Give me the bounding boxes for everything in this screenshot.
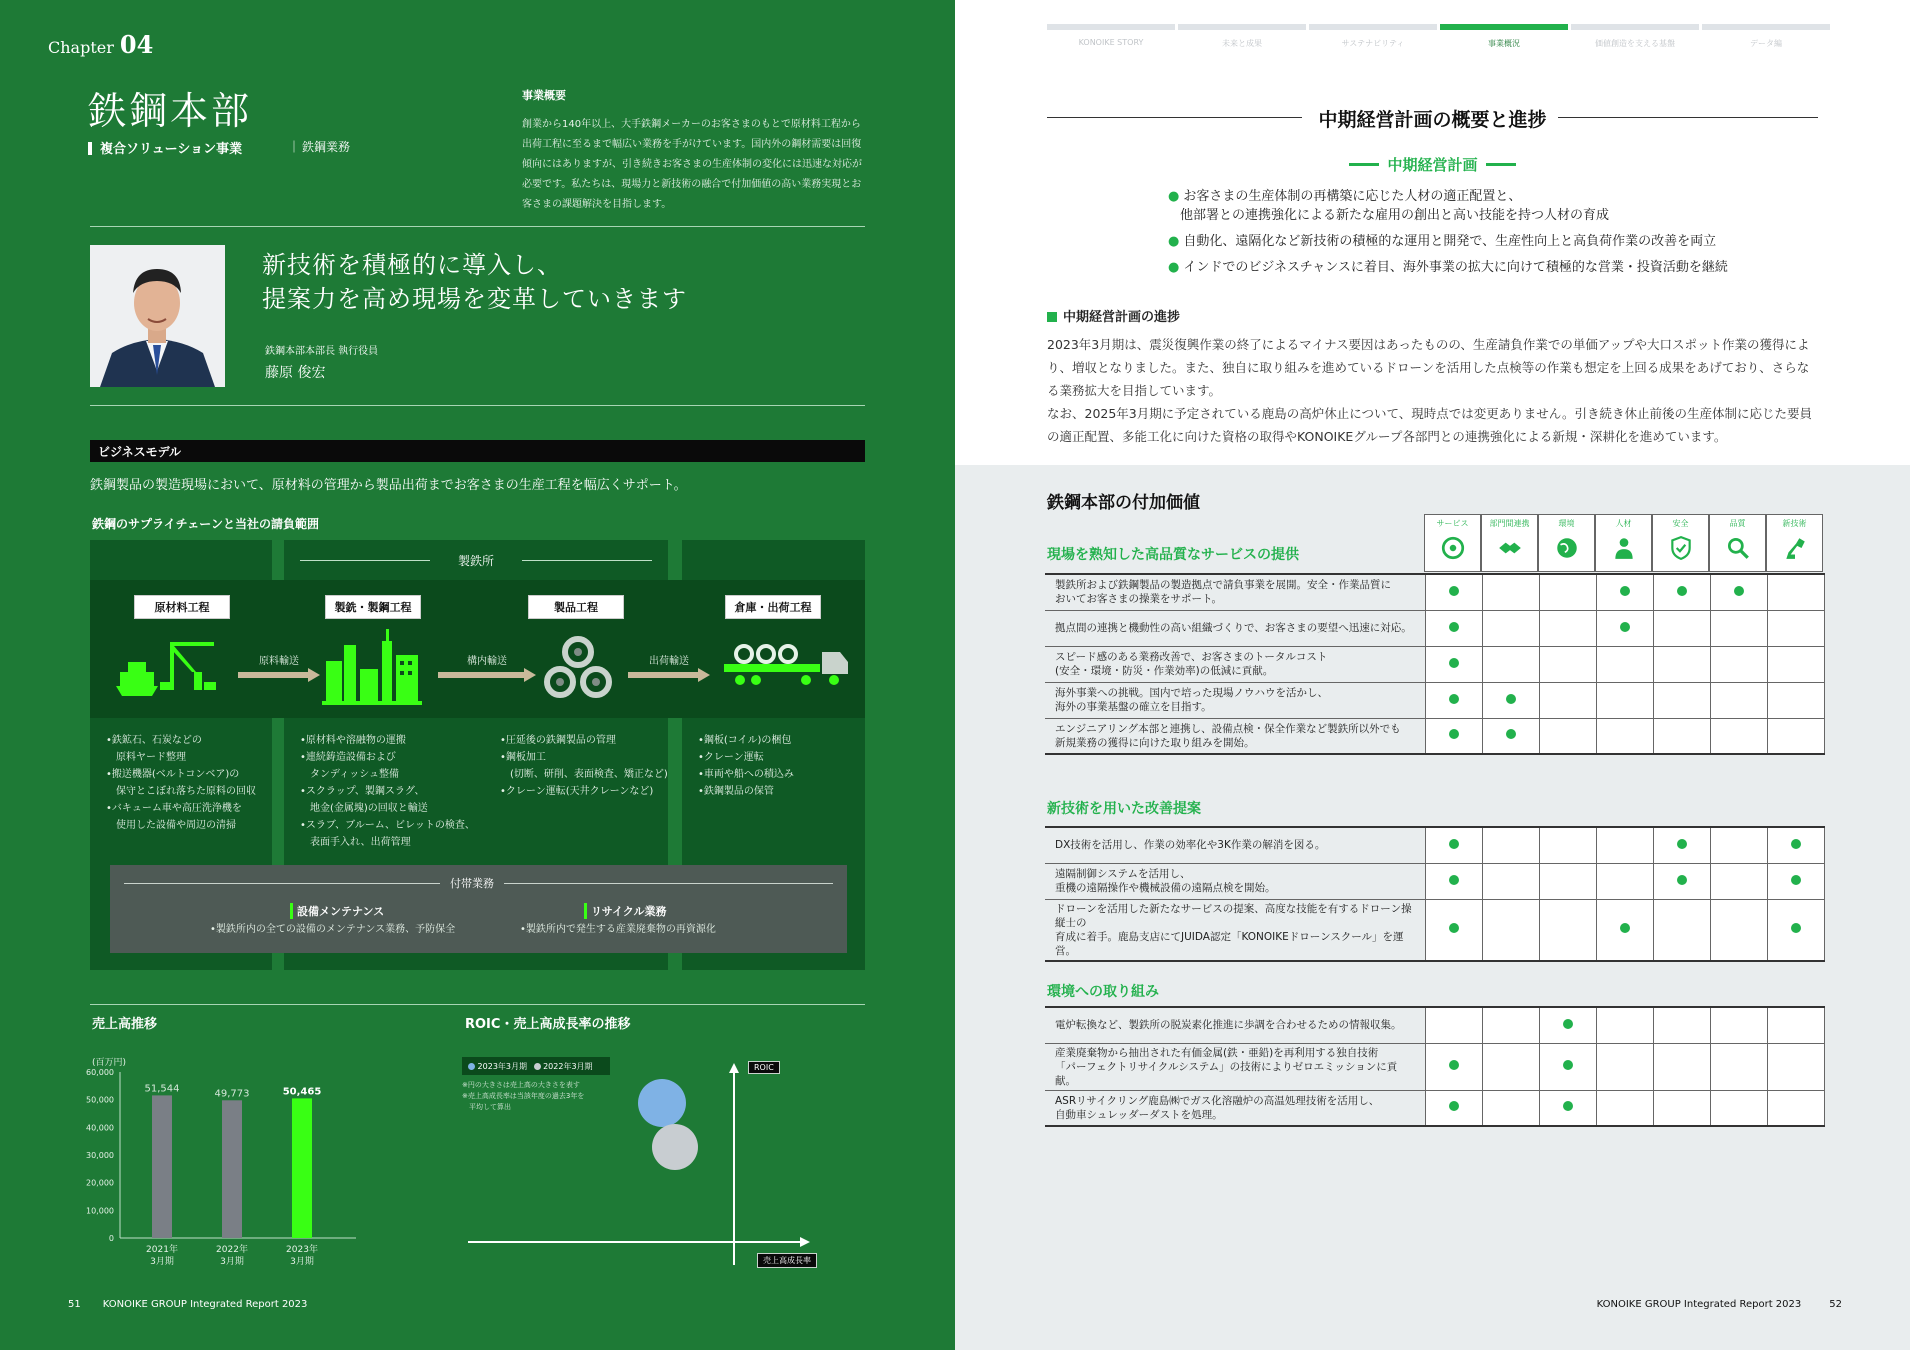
value-column-label: 品質: [1729, 519, 1746, 528]
sales-y-tick: 50,000: [86, 1095, 114, 1105]
matrix-cell: [1596, 1090, 1653, 1126]
sales-y-tick: 20,000: [86, 1178, 114, 1188]
footer-right: KONOIKE GROUP Integrated Report 2023 52: [1596, 1299, 1842, 1310]
matrix-cell: [1653, 1043, 1710, 1090]
divider: [1558, 117, 1818, 118]
plan-bullet-2: ● 自動化、遠隔化など新技術の積極的な運用と開発で、生産性向上と高負荷作業の改善を両立: [1168, 234, 1717, 249]
check-dot-icon: [1563, 1101, 1573, 1111]
sales-y-tick: 0: [108, 1234, 114, 1243]
matrix-row-line: 電炉転換など、製鉄所の脱炭素化推進に歩調を合わせるための情報収集。: [1055, 1019, 1402, 1032]
matrix-row-line: 重機の遠隔操作や機械設備の遠隔点検を開始。: [1055, 882, 1276, 894]
sales-bar: [222, 1100, 242, 1238]
matrix-cell: [1710, 899, 1767, 961]
check-dot-icon: [1449, 923, 1459, 933]
matrix-cell: [1653, 682, 1710, 718]
divider: [90, 1004, 865, 1005]
matrix-row: [1045, 1090, 1824, 1126]
matrix-cell: [1596, 1007, 1653, 1043]
matrix-row-line: 育成に着手。鹿島支店にてJUIDA認定「KONOIKEドローンスクール」を運営。: [1055, 930, 1404, 957]
matrix-row-text: [1045, 1007, 1425, 1043]
transport-arrow-shipping: 出荷輸送: [628, 652, 710, 686]
matrix-row-line: 自動車シュレッダーダストを処理。: [1055, 1108, 1223, 1121]
matrix-row-line: エンジニアリング本部と連携し、設備点検・保全作業など製鉄所以外でも: [1055, 722, 1401, 735]
steelworks-header: 製鉄所: [300, 552, 652, 568]
matrix-cell: [1653, 610, 1710, 646]
chapter-label: Chapter 04: [48, 30, 154, 59]
check-dot-icon: [1677, 875, 1687, 885]
nav-tab-bar: [1440, 24, 1568, 30]
stage-bullets-shipping: •鋼板(コイル)の梱包 •クレーン運転 •車両や船への積込み •鉄鋼製品の保管: [698, 735, 794, 797]
matrix-cell: [1482, 1007, 1539, 1043]
sales-value-label: 51,544: [144, 1083, 180, 1095]
matrix-cell: [1596, 863, 1653, 899]
sales-y-tick: 30,000: [86, 1151, 114, 1160]
value-column-header: [1481, 514, 1538, 572]
sales-bar: [152, 1095, 172, 1238]
matrix-cell: [1767, 610, 1824, 646]
matrix-row-text: [1045, 1043, 1425, 1090]
matrix-row-line: 海外の事業基盤の確立を目指す。: [1055, 701, 1212, 713]
overview-text: 創業から140年以上、大手鉄鋼メーカーのお客さまのもとで原材料工程から出荷工程に至るまで幅広い業務を手がけています。国内外の鋼材需要は回復傾向にはありますが、引き続きお客さまの生産体制の変化には迅速な対応が必要です。私たちは、現場力と新技術の融合で付加価値の高い業務実現とお客さまの課題解決を目指します。: [522, 119, 862, 210]
matrix-cell: [1767, 718, 1824, 754]
matrix-cell: [1482, 718, 1539, 754]
matrix-cell: [1539, 863, 1596, 899]
stage-bullets-product: •圧延後の鉄鋼製品の管理 •鋼板加工 (切断、研削、表面検査、矯正など) •クレーン運転(天井クレーンなど): [500, 735, 668, 797]
progress-text: 2023年3月期は、震災復興作業の終了によるマイナス要因はあったものの、生産請負作業での単価アップや大口スポット作業の獲得により、増収となりました。また、独自に取り組みを進めているドローンを活用した点検等の作業も想定を上回る成果をあげており、さらなる業務拡大を目指しています。 なお、2025年3月期に予定されている鹿島の高炉休止について、現時点では変更ありません。引き続き休止前後の生産体制に応じた要員の適正配置、多能工化に向けた資格の取得やKONOIKEグループ各部門との連携強化による新規・深耕化を進めています。: [1047, 337, 1813, 444]
matrix-cell: [1425, 1007, 1482, 1043]
overview-title: 事業概要: [522, 89, 566, 102]
stage-label-shipping: 倉庫・出荷工程: [725, 595, 821, 619]
matrix-cell: [1539, 610, 1596, 646]
check-dot-icon: [1449, 622, 1459, 632]
page-title: 鉄鋼本部: [88, 89, 253, 133]
matrix-cell: [1539, 899, 1596, 961]
matrix-cell: [1539, 718, 1596, 754]
matrix-row: [1045, 610, 1824, 646]
nav-tab-label: 価値創造を支える基盤: [1595, 39, 1675, 48]
check-dot-icon: [1449, 1101, 1459, 1111]
right-page: [955, 0, 1910, 1350]
divider: [90, 226, 865, 227]
check-dot-icon: [1791, 839, 1801, 849]
check-dot-icon: [1449, 658, 1459, 668]
stage-label-ironmaking: 製銑・製鋼工程: [325, 595, 421, 619]
nav-tab-bar: [1309, 24, 1437, 30]
matrix-cell: [1596, 1043, 1653, 1090]
matrix-cell: [1710, 827, 1767, 863]
matrix-row: [1045, 1007, 1824, 1043]
matrix-cell: [1425, 863, 1482, 899]
nav-tab-bar: [1702, 24, 1830, 30]
matrix-row: [1045, 863, 1824, 899]
matrix-cell: [1710, 1090, 1767, 1126]
check-dot-icon: [1449, 694, 1459, 704]
check-dot-icon: [1449, 1060, 1459, 1070]
matrix-row-line: スピード感のある業務改善で、お客さまのトータルコスト: [1055, 651, 1328, 663]
nav-tab-3[interactable]: [1309, 24, 1437, 54]
matrix-row-line: 拠点間の連携と機動性の高い組織づくりで、お客さまの要望へ迅速に対応。: [1055, 622, 1412, 634]
matrix-cell: [1767, 646, 1824, 682]
matrix-row: [1045, 646, 1824, 682]
bubble-2023: [638, 1079, 686, 1127]
section-subtitle: 複合ソリューション事業: [88, 138, 242, 157]
matrix-cell: [1425, 682, 1482, 718]
matrix-row-line: 製鉄所および鉄鋼製品の製造拠点で請負事業を展開。安全・作業品質に: [1055, 579, 1391, 592]
nav-tab-label: サステナビリティ: [1341, 39, 1405, 48]
sales-category-label: 3月期: [220, 1257, 244, 1267]
matrix-row-line: 遠隔制御システムを活用し、: [1055, 868, 1191, 880]
matrix-cell: [1596, 899, 1653, 961]
magnifier-icon: [1725, 546, 1751, 565]
nav-tab-5[interactable]: [1571, 24, 1699, 54]
sales-category-label: 2021年: [146, 1245, 178, 1255]
matrix-cell: [1539, 827, 1596, 863]
port-crane-icon: [110, 632, 230, 704]
matrix-row-line: ドローンを活用した新たなサービスの提案、高度な技能を有するドローン操縦士の: [1055, 902, 1412, 929]
check-dot-icon: [1563, 1019, 1573, 1029]
matrix-cell: [1653, 1090, 1710, 1126]
check-dot-icon: [1506, 694, 1516, 704]
value-column-header: [1766, 514, 1823, 572]
plan-subtitle: 中期経営計画: [955, 154, 1910, 175]
check-dot-icon: [1791, 923, 1801, 933]
matrix-cell: [1710, 718, 1767, 754]
roic-x-label: 売上高成長率: [757, 1253, 817, 1268]
check-dot-icon: [1449, 839, 1459, 849]
matrix-row-text: [1045, 682, 1425, 718]
value-column-header: [1424, 514, 1481, 572]
value-column-label: 人材: [1615, 519, 1632, 528]
matrix-row-line: おいてお客さまの操業をサポート。: [1055, 593, 1223, 606]
matrix-cell: [1482, 610, 1539, 646]
section-title-tech: 新技術を用いた改善提案: [1047, 801, 1201, 817]
sales-value-label: 49,773: [214, 1088, 250, 1100]
executive-name: 藤原 俊宏: [265, 365, 326, 381]
matrix-row-text: [1045, 1090, 1425, 1126]
progress-title: 中期経営計画の進捗: [1047, 306, 1180, 325]
matrix-row-text: [1045, 646, 1425, 682]
matrix-cell: [1767, 682, 1824, 718]
service-icon: [1440, 546, 1466, 565]
matrix-cell: [1653, 863, 1710, 899]
roic-legend: 2023年3月期 2022年3月期: [462, 1057, 610, 1075]
sales-y-unit: (百万円): [92, 1058, 127, 1068]
handshake-icon: [1497, 546, 1523, 565]
matrix-row: [1045, 827, 1824, 863]
business-model-heading: ビジネスモデル: [90, 440, 865, 462]
check-dot-icon: [1791, 875, 1801, 885]
check-dot-icon: [1734, 586, 1744, 596]
check-dot-icon: [1677, 839, 1687, 849]
matrix-cell: [1710, 574, 1767, 610]
nav-tab-2[interactable]: [1178, 24, 1306, 54]
sales-y-tick: 60,000: [86, 1068, 114, 1077]
matrix-cell: [1539, 574, 1596, 610]
matrix-cell: [1653, 574, 1710, 610]
truck-icon: [722, 640, 852, 690]
check-dot-icon: [1506, 729, 1516, 739]
nav-tab-1[interactable]: [1047, 24, 1175, 54]
sales-category-label: 2023年: [286, 1245, 318, 1255]
sales-y-tick: 40,000: [86, 1123, 114, 1133]
executive-portrait: [90, 245, 225, 387]
matrix-cell: [1596, 682, 1653, 718]
stage-label-raw: 原材料工程: [134, 595, 230, 619]
matrix-cell: [1482, 863, 1539, 899]
stage-bullets-raw: •鉄鉱石、石炭などの 原料ヤード整理 •搬送機器(ベルトコンベア)の 保守とこぼれ落ちた原料の回収 •バキューム車や高圧洗浄機を 使用した設備や周辺の清掃: [106, 735, 256, 831]
check-dot-icon: [1449, 586, 1459, 596]
factory-icon: [316, 625, 426, 705]
matrix-cell: [1710, 1043, 1767, 1090]
matrix-cell: [1596, 574, 1653, 610]
sales-category-label: 3月期: [150, 1257, 174, 1267]
value-column-header: [1538, 514, 1595, 572]
matrix-cell: [1425, 574, 1482, 610]
plan-bullet-1: ● お客さまの生産体制の再構築に応じた人材の適正配置と、: [1168, 189, 1522, 204]
matrix-cell: [1482, 827, 1539, 863]
matrix-row-text: [1045, 718, 1425, 754]
matrix-row-text: [1045, 827, 1425, 863]
value-column-label: 部門間連携: [1489, 519, 1530, 528]
steel-coils-icon: [540, 634, 616, 704]
sales-value-label: 50,465: [282, 1086, 322, 1098]
matrix-cell: [1482, 646, 1539, 682]
plan-title: 中期経営計画の概要と進捗: [1318, 109, 1547, 131]
matrix-cell: [1767, 1043, 1824, 1090]
matrix-cell: [1596, 718, 1653, 754]
section-title-service: 現場を熟知した高品質なサービスの提供: [1047, 547, 1299, 563]
matrix-cell: [1596, 827, 1653, 863]
check-dot-icon: [1563, 1060, 1573, 1070]
matrix-cell: [1653, 1007, 1710, 1043]
matrix-cell: [1425, 899, 1482, 961]
sales-y-tick: 10,000: [86, 1206, 114, 1216]
matrix-cell: [1767, 574, 1824, 610]
footer-left: 51 KONOIKE GROUP Integrated Report 2023: [68, 1299, 308, 1310]
matrix-row-line: (安全・環境・防災・作業効率)の低減に貢献。: [1055, 665, 1274, 677]
value-added-title: 鉄鋼本部の付加価値: [1047, 493, 1200, 513]
check-dot-icon: [1449, 729, 1459, 739]
matrix-cell: [1710, 1007, 1767, 1043]
matrix-cell: [1767, 1090, 1824, 1126]
section-title-environment: 環境への取り組み: [1047, 984, 1159, 1000]
matrix-row-line: 「パーフェクトリサイクルシステム」の技術によりゼロエミッションに貢献。: [1055, 1060, 1398, 1087]
matrix-cell: [1425, 1043, 1482, 1090]
sales-category-label: 2022年: [216, 1245, 248, 1255]
matrix-row: [1045, 574, 1824, 610]
matrix-cell: [1710, 682, 1767, 718]
robot-arm-icon: [1782, 546, 1808, 565]
matrix-cell: [1539, 1090, 1596, 1126]
nav-tab-bar: [1178, 24, 1306, 30]
supply-chain-title: 鉄鋼のサプライチェーンと当社の請負範囲: [92, 517, 320, 531]
person-icon: [1611, 546, 1637, 565]
sub-tag: ｜ 鉄鋼業務: [288, 138, 350, 155]
matrix-cell: [1539, 682, 1596, 718]
matrix-cell: [1710, 646, 1767, 682]
shield-check-icon: [1668, 546, 1694, 565]
check-dot-icon: [1620, 586, 1630, 596]
nav-tab-4[interactable]: [1440, 24, 1568, 54]
stage-bullets-ironmaking: •原材料や溶融物の運搬 •連続鋳造設備および タンディッシュ整備 •スクラップ、製鋼スラグ、 地金(金属塊)の回収と輸送 •スラブ、ブルーム、ビレットの検査、 表面手入れ、出荷管理: [300, 735, 475, 848]
roic-scatter-chart: [460, 1055, 860, 1280]
matrix-cell: [1653, 827, 1710, 863]
value-column-header: [1595, 514, 1652, 572]
stage-label-product: 製品工程: [528, 595, 624, 619]
transport-arrow-raw: 原料輸送: [238, 652, 320, 686]
matrix-cell: [1710, 863, 1767, 899]
matrix-cell: [1767, 1007, 1824, 1043]
plan-bullet-1-cont: 他部署との連携強化による新たな雇用の創出と高い技能を持つ人材の育成: [1180, 208, 1610, 223]
matrix-row-text: [1045, 610, 1425, 646]
matrix-cell: [1482, 1090, 1539, 1126]
matrix-row: [1045, 1043, 1824, 1090]
matrix-row-text: [1045, 574, 1425, 610]
matrix-cell: [1482, 1043, 1539, 1090]
nav-tab-label: データ編: [1750, 39, 1782, 48]
value-column-header: [1652, 514, 1709, 572]
roic-y-label: ROIC: [748, 1061, 780, 1074]
value-icon-header: [1424, 514, 1823, 572]
check-dot-icon: [1677, 586, 1687, 596]
nav-tab-label: 未来と成果: [1222, 39, 1262, 48]
matrix-row-text: [1045, 863, 1425, 899]
transport-arrow-internal: 構内輸送: [438, 652, 536, 686]
check-dot-icon: [1620, 622, 1630, 632]
matrix-cell: [1539, 1043, 1596, 1090]
nav-tab-bar: [1047, 24, 1175, 30]
sales-chart-title: 売上高推移: [92, 1017, 158, 1032]
sales-category-label: 3月期: [290, 1257, 314, 1267]
value-column-label: サービス: [1436, 519, 1469, 528]
nav-tab-label: 事業概況: [1488, 39, 1520, 48]
plan-bullet-3: ● インドでのビジネスチャンスに着目、海外事業の拡大に向けて積極的な営業・投資活動を継続: [1168, 260, 1728, 275]
matrix-cell: [1425, 1090, 1482, 1126]
nav-tab-label: KONOIKE STORY: [1078, 38, 1144, 47]
sales-bar: [292, 1098, 312, 1238]
roic-notes: ※円の大きさは売上高の大きさを表す ※売上高成長率は当該年度の過去3年を 平均して算出: [462, 1081, 585, 1111]
value-column-label: 新技術: [1782, 519, 1807, 528]
executive-message: 新技術を積極的に導入し、 提案力を高め現場を変革していきます: [262, 251, 687, 313]
matrix-cell: [1482, 682, 1539, 718]
matrix-row-line: 新規業務の獲得に向けた取り組みを開始。: [1055, 736, 1255, 749]
tech-matrix: [1045, 826, 1825, 962]
matrix-row: [1045, 899, 1824, 961]
service-matrix: [1045, 573, 1825, 755]
matrix-row-line: DX技術を活用し、作業の効率化や3K作業の解消を図る。: [1055, 839, 1326, 852]
environment-matrix: [1045, 1006, 1825, 1127]
nav-tab-bar: [1571, 24, 1699, 30]
roic-chart-title: ROIC・売上高成長率の推移: [465, 1017, 631, 1032]
matrix-cell: [1482, 899, 1539, 961]
matrix-cell: [1767, 863, 1824, 899]
matrix-cell: [1425, 718, 1482, 754]
matrix-cell: [1653, 899, 1710, 961]
executive-role: 鉄鋼本部本部長 執行役員: [265, 346, 379, 357]
matrix-cell: [1767, 827, 1824, 863]
matrix-cell: [1653, 718, 1710, 754]
matrix-cell: [1425, 610, 1482, 646]
matrix-row-text: [1045, 899, 1425, 961]
matrix-row: [1045, 682, 1824, 718]
business-model-text: 鉄鋼製品の製造現場において、原材料の管理から製品出荷までお客さまの生産工程を幅広くサポート。: [90, 478, 687, 493]
matrix-row: [1045, 718, 1824, 754]
matrix-cell: [1482, 574, 1539, 610]
matrix-cell: [1710, 610, 1767, 646]
matrix-cell: [1539, 646, 1596, 682]
matrix-cell: [1425, 827, 1482, 863]
matrix-row-line: 海外事業への挑戦。国内で培った現場ノウハウを活かし、: [1055, 687, 1328, 699]
bubble-2022: [652, 1124, 698, 1170]
globe-icon: [1554, 546, 1580, 565]
value-column-label: 環境: [1558, 519, 1575, 528]
matrix-cell: [1767, 899, 1824, 961]
matrix-row-line: 産業廃棄物から抽出された有価金属(鉄・亜鉛)を再利用する独自技術: [1055, 1046, 1379, 1059]
matrix-cell: [1425, 646, 1482, 682]
sales-bar-chart: [86, 1060, 366, 1275]
ancillary-box: 付帯業務 設備メンテナンス •製鉄所内の全ての設備のメンテナンス業務、予防保全 リサイクル業務 •製鉄所内で発生する産業廃棄物の再資源化: [110, 865, 847, 953]
matrix-cell: [1596, 610, 1653, 646]
check-dot-icon: [1449, 875, 1459, 885]
matrix-cell: [1539, 1007, 1596, 1043]
value-column-header: [1709, 514, 1766, 572]
value-column-label: 安全: [1672, 519, 1689, 528]
check-dot-icon: [1620, 923, 1630, 933]
matrix-cell: [1653, 646, 1710, 682]
matrix-cell: [1596, 646, 1653, 682]
matrix-row-line: ASRリサイクリング鹿島㈱でガス化溶融炉の高温処理技術を活用し、: [1055, 1094, 1380, 1107]
nav-tab-6[interactable]: [1702, 24, 1830, 54]
divider: [90, 405, 865, 406]
